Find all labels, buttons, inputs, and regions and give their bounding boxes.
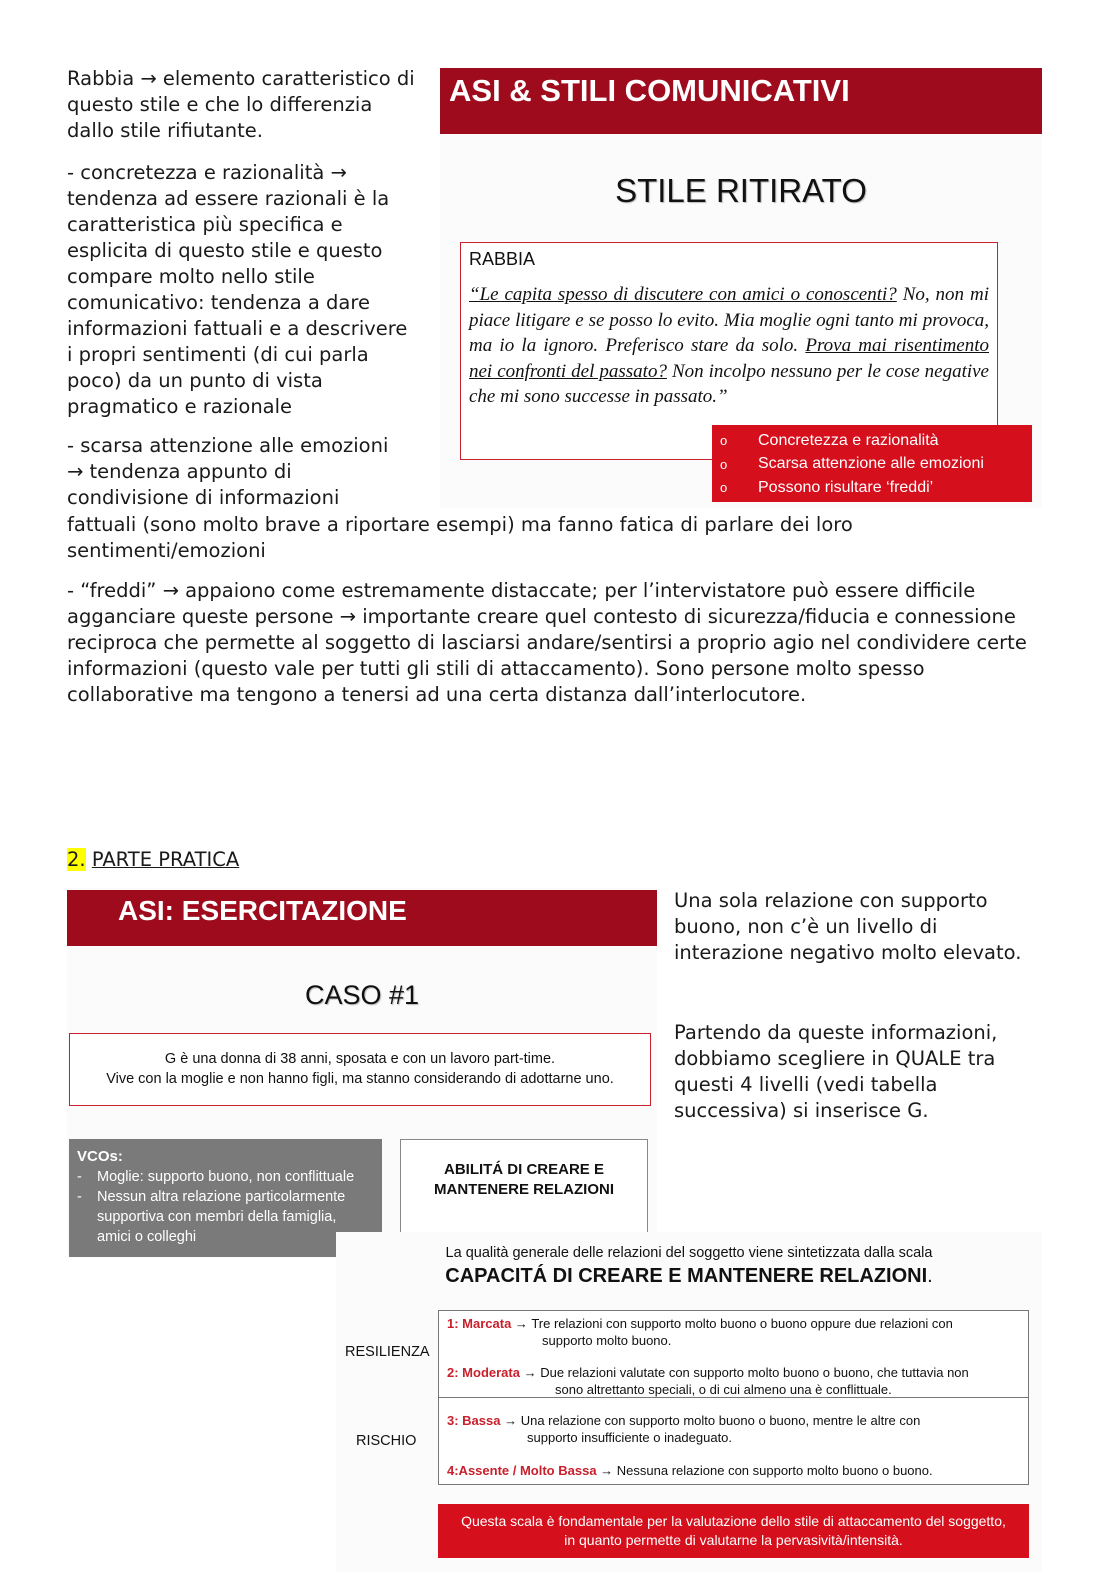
slide-title: CASO #1 (304, 980, 420, 1010)
list-item-label: Nessun altra relazione particolarmente supportiva con membri della famiglia, amici o colleghi (97, 1189, 346, 1245)
level-name: 1: Marcata (447, 1316, 512, 1331)
quote-text (469, 282, 989, 410)
level-name: 4:Assente / Molto Bassa (447, 1463, 597, 1478)
bullet-icon: o (720, 480, 728, 496)
level-desc: Una relazione con supporto molto buono o buono, mentre le altre con (520, 1413, 921, 1428)
footer-line: in quanto permette di valutarne la pervasività/intensità. (564, 1532, 903, 1548)
arrow-icon: → (500, 1413, 521, 1428)
level-row (447, 1364, 1022, 1398)
slide-banner: ASI: ESERCITAZIONE (67, 890, 657, 946)
list-item-label: Scarsa attenzione alle emozioni (758, 455, 984, 473)
note-livelli: Partendo da queste informazioni, dobbiamo scegliere in QUALE tra questi 4 livelli (vedi tabella successiva) si inserisce G. (674, 1021, 998, 1122)
level-name: 2: Moderata (447, 1365, 520, 1380)
level-row (447, 1315, 1022, 1349)
section-heading (67, 847, 239, 873)
section-title: PARTE PRATICA (91, 848, 240, 871)
paragraph-concretezza: - concretezza e razionalità → tendenza ad essere razionali è la caratteristica più specifica e esplicita di questo stile e questo compare molto nello stile comunicativo: tendenza a dare informazioni fattuali e a descrivere i propri sentimenti (di cui parla poco) da un punto di vista pragmatico e razionale (67, 161, 408, 418)
traits-list (712, 425, 1032, 502)
label-rischio: RISCHIO (356, 1433, 417, 1449)
quote-answer: No, non mi piace litigare e se posso lo evito. Mia moglie ogni tanto mi provoca, ma io la ignoro. Preferisco stare da solo. (469, 284, 989, 356)
paragraph-freddi: - “freddi” → appaiono come estremamente distaccate; per l’intervistatore può essere difficile agganciare queste persone → importante creare quel contesto di sicurezza/fiducia e connessione reciproca che permette al soggetto di lasciarsi andare/sentirsi a proprio agio nel condividere certe informazioni (questo vale per tutti gli stili di attaccamento). Sono persone molto spesso collaborative ma tengono a tenersi ad una certa distanza dall’interlocutore. (67, 579, 1027, 706)
emozioni-line: → tendenza appunto di (67, 460, 292, 483)
list-item (720, 476, 1032, 500)
list-item-label: Moglie: supporto buono, non conflittuale (97, 1169, 355, 1185)
slide-title: STILE RITIRATO (615, 172, 867, 209)
scale-title (336, 1265, 1042, 1288)
scale-title-suffix: . (927, 1265, 933, 1287)
slide-banner: ASI & STILI COMUNICATIVI (440, 68, 1042, 134)
label-resilienza: RESILIENZA (345, 1344, 430, 1360)
quote-answer: Non incolpo nessuno per le cose negative che mi sono successe in passato.” (469, 360, 989, 407)
scale-intro: La qualità generale delle relazioni del soggetto viene sintetizzata dalla scala (445, 1245, 933, 1261)
levels-table (438, 1310, 1029, 1485)
abilita-box (400, 1139, 648, 1235)
level-desc: sono altrettanto speciali, o di cui almeno una è conflittuale. (555, 1382, 892, 1397)
quote-question: Prova mai risentimento nei confronti del passato? (469, 335, 990, 382)
arrow-icon: → (596, 1463, 617, 1478)
case-description (69, 1033, 651, 1106)
paragraph-emozioni-continued: fattuali (sono molto brave a riportare esempi) ma fanno fatica di parlare dei loro sentimenti/emozioni (67, 513, 853, 562)
level-desc: supporto insufficiente o inadeguato. (527, 1430, 733, 1445)
arrow-icon: → (519, 1365, 541, 1380)
arrow-icon: → (511, 1316, 532, 1331)
list-item (720, 429, 1032, 453)
level-desc: Tre relazioni con supporto molto buono o buono oppure due relazioni con (531, 1316, 953, 1331)
level-desc: supporto molto buono. (542, 1333, 672, 1348)
vco-title: VCOs: (77, 1148, 123, 1165)
paragraph-emozioni (67, 433, 427, 511)
slide-esercitazione (67, 888, 657, 1258)
list-item: - Nessun altra relazione particolarmente supportiva con membri della famiglia, amici o colleghi (77, 1187, 374, 1247)
list-item-label: Concretezza e razionalità (758, 431, 939, 449)
level-desc: Due relazioni valutate con supporto molto buono o buono, che tuttavia non (540, 1365, 969, 1380)
list-item: - Moglie: supporto buono, non conflittuale (77, 1169, 355, 1185)
case-line: G è una donna di 38 anni, sposata e con un lavoro part-time. (164, 1051, 556, 1067)
bullet-icon: o (720, 433, 728, 449)
paragraph-rabbia: Rabbia → elemento caratteristico di questo stile e che lo differenzia dallo stile rifiutante. (67, 67, 415, 142)
emozioni-line: - scarsa attenzione alle emozioni (67, 434, 389, 457)
level-desc: Nessuna relazione con supporto molto buono o buono. (616, 1463, 933, 1478)
emozioni-line: condivisione di informazioni (67, 486, 340, 509)
note-relazione: Una sola relazione con supporto buono, non c’è un livello di interazione negativo molto elevato. (674, 889, 1022, 964)
scale-title-text: CAPACITÁ DI CREARE E MANTENERE RELAZIONI (445, 1265, 928, 1287)
levels-divider (439, 1397, 1028, 1398)
quote-heading: RABBIA (469, 249, 536, 269)
list-item (720, 453, 1032, 477)
level-row (447, 1412, 1022, 1446)
scale-footer (438, 1504, 1029, 1558)
slide-stili-comunicativi (440, 68, 1042, 508)
abilita-line: MANTENERE RELAZIONI (434, 1181, 614, 1198)
slide-scala-relazioni (336, 1232, 1042, 1572)
level-name: 3: Bassa (447, 1413, 501, 1428)
section-number: 2. (67, 848, 86, 871)
bullet-icon: o (720, 456, 728, 472)
abilita-line: ABILITÁ DI CREARE E (443, 1161, 604, 1178)
case-line: Vive con la moglie e non hanno figli, ma stanno considerando di adottarne uno. (106, 1071, 614, 1087)
quote-question: “Le capita spesso di discutere con amici o conoscenti? (469, 284, 897, 305)
list-item-label: Possono risultare ‘freddi’ (758, 478, 934, 496)
footer-line: Questa scala è fondamentale per la valutazione dello stile di attaccamento del soggetto, (461, 1513, 1006, 1529)
level-row (447, 1462, 1022, 1479)
